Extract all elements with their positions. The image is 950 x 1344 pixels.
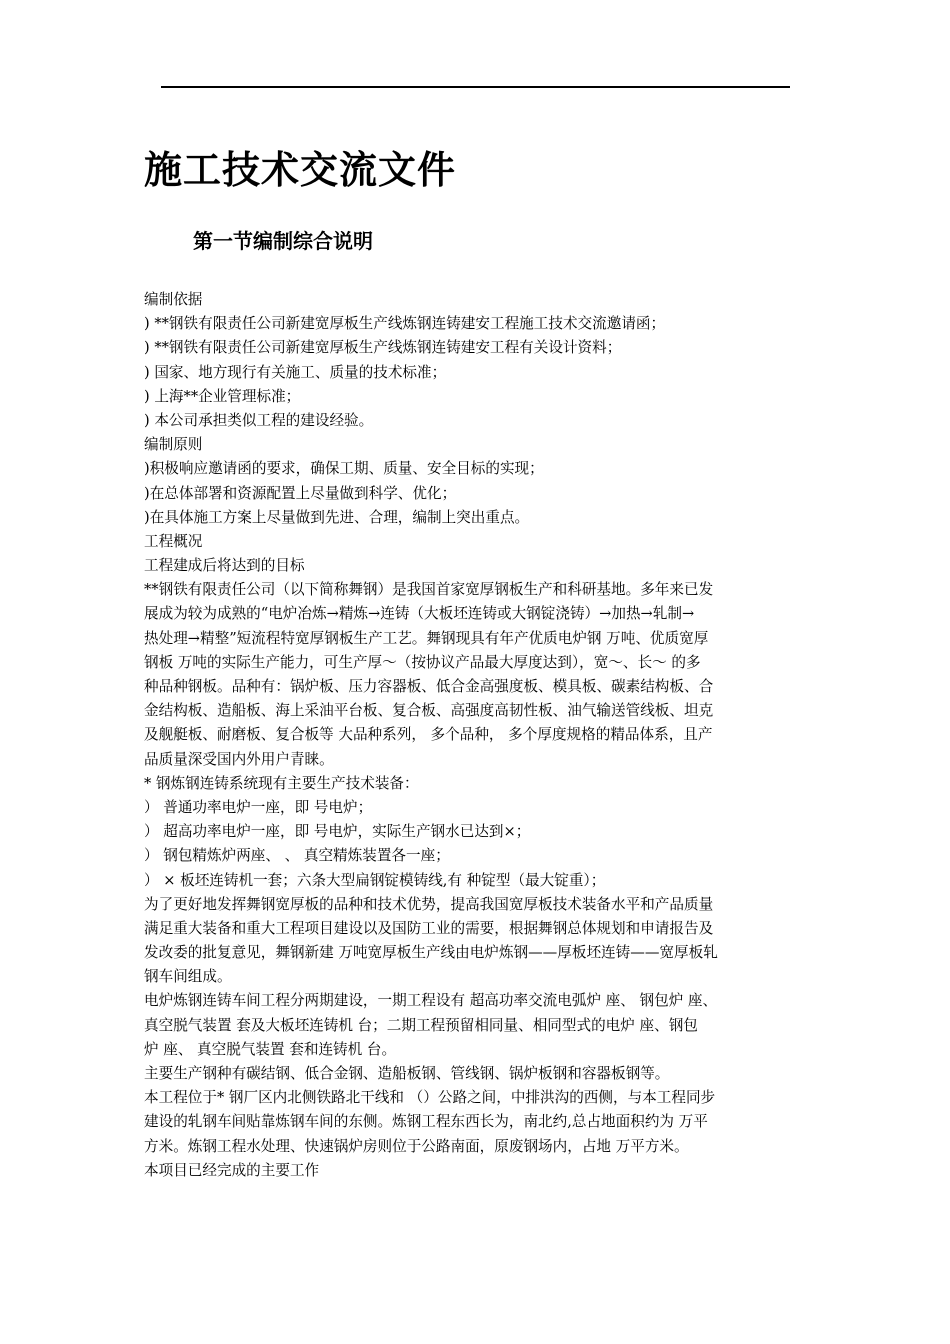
- text-line: 展成为较为成熟的“电炉冶炼→精炼→连铸（大板坯连铸或大钢锭浇铸）→加热→轧制→: [144, 605, 695, 623]
- text-line: ） 超高功率电炉一座，即 号电炉，实际生产钢水已达到×；: [144, 823, 531, 841]
- text-line: ) **钢铁有限责任公司新建宽厚板生产线炼钢连铸建安工程有关设计资料；: [144, 339, 622, 357]
- text-line: )在总体部署和资源配置上尽量做到科学、优化；: [144, 484, 457, 502]
- text-line: 为了更好地发挥舞钢宽厚板的品种和技术优势，提高我国宽厚板技术装备水平和产品质量: [144, 895, 714, 913]
- text-line: 品质量深受国内外用户青睐。: [144, 750, 334, 768]
- text-line: 及舰艇板、耐磨板、复合板等 大品种系列， 多个品种， 多个厚度规格的精品体系，且产: [144, 726, 713, 744]
- text-line: ） × 板坯连铸机一套；六条大型扁钢锭模铸线,有 种锭型（最大锭重）；: [144, 871, 606, 889]
- text-line: 编制原则: [144, 436, 203, 454]
- text-line: 发改委的批复意见，舞钢新建 万吨宽厚板生产线由电炉炼钢——厚板坯连铸——宽厚板轧: [144, 944, 718, 962]
- text-line: 满足重大装备和重大工程项目建设以及国防工业的需要，根据舞钢总体规划和申请报告及: [144, 919, 714, 937]
- text-line: * 钢炼钢连铸系统现有主要生产技术装备：: [144, 774, 419, 792]
- text-line: 方米。炼钢工程水处理、快速锅炉房则位于公路南面，原废钢场内，占地 万平方米。: [144, 1137, 689, 1155]
- text-line: 钢板 万吨的实际生产能力，可生产厚～（按协议产品最大厚度达到），宽～、长～ 的多: [144, 653, 701, 671]
- text-line: ) 本公司承担类似工程的建设经验。: [144, 411, 374, 429]
- text-line: )积极响应邀请函的要求，确保工期、质量、安全目标的实现；: [144, 460, 544, 478]
- text-line: 电炉炼钢连铸车间工程分两期建设，一期工程设有 超高功率交流电弧炉 座、 钢包炉 座、: [144, 992, 718, 1010]
- text-line: )在具体施工方案上尽量做到先进、合理，编制上突出重点。: [144, 508, 530, 526]
- text-line: ) **钢铁有限责任公司新建宽厚板生产线炼钢连铸建安工程施工技术交流邀请函；: [144, 315, 666, 333]
- text-line: ) 国家、地方现行有关施工、质量的技术标准；: [144, 363, 447, 381]
- text-line: 金结构板、造船板、海上采油平台板、复合板、高强度高韧性板、油气输送管线板、坦克: [144, 702, 714, 720]
- text-line: 工程建成后将达到的目标: [144, 557, 305, 575]
- text-line: ） 普通功率电炉一座，即 号电炉；: [144, 798, 373, 816]
- text-line: 热处理→精整”短流程特宽厚钢板生产工艺。舞钢现具有年产优质电炉钢 万吨、优质宽厚: [144, 629, 709, 647]
- text-line: 种品种钢板。品种有：锅炉板、压力容器板、低合金高强度板、模具板、碳素结构板、合: [144, 678, 714, 695]
- text-line: 本项目已经完成的主要工作: [144, 1161, 320, 1179]
- section-heading: 第一节编制综合说明: [193, 229, 373, 253]
- header-rule: [161, 86, 790, 88]
- text-line: **钢铁有限责任公司（以下简称舞钢）是我国首家宽厚钢板生产和科研基地。多年来已发: [144, 581, 714, 599]
- text-line: 工程概况: [144, 532, 203, 550]
- text-line: 主要生产钢种有碳结钢、低合金钢、造船板钢、管线钢、锅炉板钢和容器板钢等。: [144, 1065, 670, 1082]
- text-line: 炉 座、 真空脱气装置 套和连铸机 台。: [144, 1040, 397, 1058]
- document-body: [144, 288, 824, 1183]
- document-title: 施工技术交流文件: [144, 148, 457, 192]
- text-line: 编制依据: [144, 291, 203, 308]
- text-line: ） 钢包精炼炉两座、 、 真空精炼装置各一座；: [144, 847, 450, 865]
- text-line: 真空脱气装置 套及大板坯连铸机 台；二期工程预留相同量、相同型式的电炉 座、钢包: [144, 1016, 698, 1034]
- text-line: 建设的轧钢车间贴靠炼钢车间的东侧。炼钢工程东西长为，南北约,总占地面积约为 万平: [144, 1113, 708, 1131]
- text-line: ) 上海**企业管理标准；: [144, 387, 301, 405]
- text-line: 钢车间组成。: [144, 968, 232, 986]
- text-line: 本工程位于* 钢厂区内北侧铁路北干线和 （）公路之间，中排洪沟的西侧，与本工程同步: [144, 1089, 716, 1107]
